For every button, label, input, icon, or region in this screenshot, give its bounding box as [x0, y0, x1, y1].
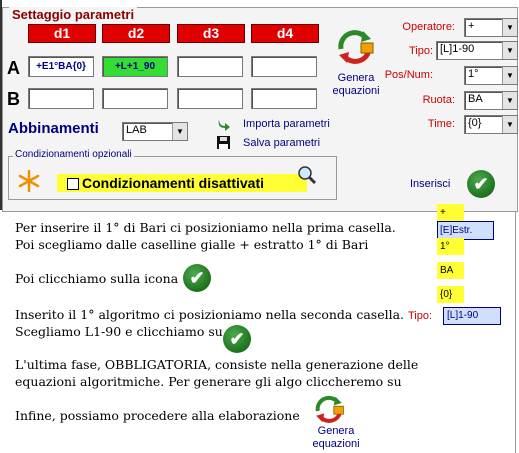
salva-parametri-link[interactable]: Salva parametri — [243, 137, 321, 149]
condizionamenti-title: Condizionamenti opzionali — [15, 149, 132, 160]
mini-pos: 1° — [437, 238, 464, 255]
genera-equazioni-label[interactable]: Genera equazioni — [332, 72, 380, 97]
abbinamenti-label: Abbinamenti — [8, 120, 99, 137]
instruction-p1-line2: Poi scegliamo dalle caselline gialle + estratto 1° di Bari — [15, 237, 369, 252]
posnum-select[interactable]: 1° ▼ — [464, 66, 518, 85]
column-header-d4: d4 — [251, 24, 319, 43]
chevron-down-icon: ▼ — [502, 116, 517, 133]
cell-a-d4[interactable] — [251, 56, 317, 77]
cell-a-d1[interactable]: +E1°BA{0} — [28, 56, 94, 77]
column-header-d3: d3 — [177, 24, 245, 43]
column-header-d1: d1 — [28, 24, 96, 43]
panel-title: Settaggio parametri — [9, 7, 137, 22]
chevron-down-icon: ▼ — [502, 42, 517, 59]
importa-parametri-link[interactable]: Importa parametri — [243, 118, 330, 130]
tipo-select[interactable]: [L]1-90 ▼ — [436, 41, 518, 60]
mini-time: {0} — [437, 286, 464, 303]
check-button-example — [183, 264, 211, 292]
chevron-down-icon: ▼ — [172, 123, 187, 140]
inserisci-label: Inserisci — [410, 178, 451, 190]
mini-estr: [E]Estr. — [437, 221, 494, 240]
instruction-p1-line1: Per inserire il 1° di Bari ci posizioniamo nella prima casella. — [15, 220, 396, 235]
chevron-down-icon: ▼ — [502, 92, 517, 109]
operatore-select[interactable]: + ▼ — [464, 18, 518, 37]
mini-tipo-label: Tipo: — [408, 310, 433, 322]
cell-b-d1[interactable] — [28, 88, 94, 109]
instruction-p2: Poi clicchiamo sulla icona — [15, 271, 179, 286]
cell-b-d3[interactable] — [177, 88, 243, 109]
arrow-down-icon[interactable] — [217, 117, 231, 131]
genera-equazioni-label-example: Genera equazioni — [312, 425, 360, 450]
instruction-p5: Infine, possiamo procedere alla elaborazione — [15, 408, 300, 423]
condizionamenti-checkbox[interactable] — [67, 178, 79, 190]
mini-column-separator — [515, 212, 516, 453]
check-icon: ✔ — [473, 174, 489, 194]
condizionamenti-checkbox-label[interactable]: Condizionamenti disattivati — [82, 175, 265, 191]
mini-tipo-value: [L]1-90 — [443, 307, 501, 325]
posnum-label: Pos/Num: — [384, 69, 433, 81]
instruction-p4-line2: equazioni algoritmiche. Per generare gli algo cliccheremo su — [15, 374, 402, 389]
instruction-p3-line1: Inserito il 1° algoritmo ci posizioniamo nella seconda casella. — [15, 307, 405, 322]
ruota-label: Ruota: — [422, 94, 455, 106]
row-label-a: A — [7, 58, 20, 78]
operatore-label: Operatore: — [402, 21, 455, 33]
time-select[interactable]: {0} ▼ — [464, 115, 518, 134]
row-label-b: B — [7, 89, 20, 109]
inserisci-check-button[interactable] — [467, 170, 495, 198]
tipo-label: Tipo: — [408, 45, 433, 57]
genera-equazioni-icon-example — [313, 395, 345, 424]
check-icon: ✔ — [189, 268, 205, 288]
condizionamenti-panel — [8, 149, 337, 200]
snowflake-icon — [18, 170, 40, 192]
instruction-p3-line2: Scegliamo L1-90 e clicchiamo su — [15, 324, 223, 339]
chevron-down-icon: ▼ — [502, 67, 517, 84]
column-header-d2: d2 — [102, 24, 170, 43]
check-button-example-2 — [223, 325, 251, 353]
mini-ruota: BA — [437, 262, 464, 279]
instruction-p4-line1: L'ultima fase, OBBLIGATORIA, consiste nella generazione delle — [15, 357, 419, 372]
time-label: Time: — [427, 118, 455, 130]
check-icon: ✔ — [229, 329, 245, 349]
cell-b-d2[interactable] — [102, 88, 168, 109]
cell-b-d4[interactable] — [251, 88, 317, 109]
mini-plus: + — [437, 204, 464, 221]
abbinamenti-select[interactable]: LAB ▼ — [122, 122, 188, 141]
ruota-select[interactable]: BA ▼ — [464, 91, 518, 110]
search-icon[interactable] — [297, 165, 317, 185]
chevron-down-icon: ▼ — [502, 19, 517, 36]
floppy-save-icon[interactable] — [217, 136, 230, 149]
cell-a-d2[interactable]: +L+1_90 — [102, 56, 168, 77]
cell-a-d3[interactable] — [177, 56, 243, 77]
